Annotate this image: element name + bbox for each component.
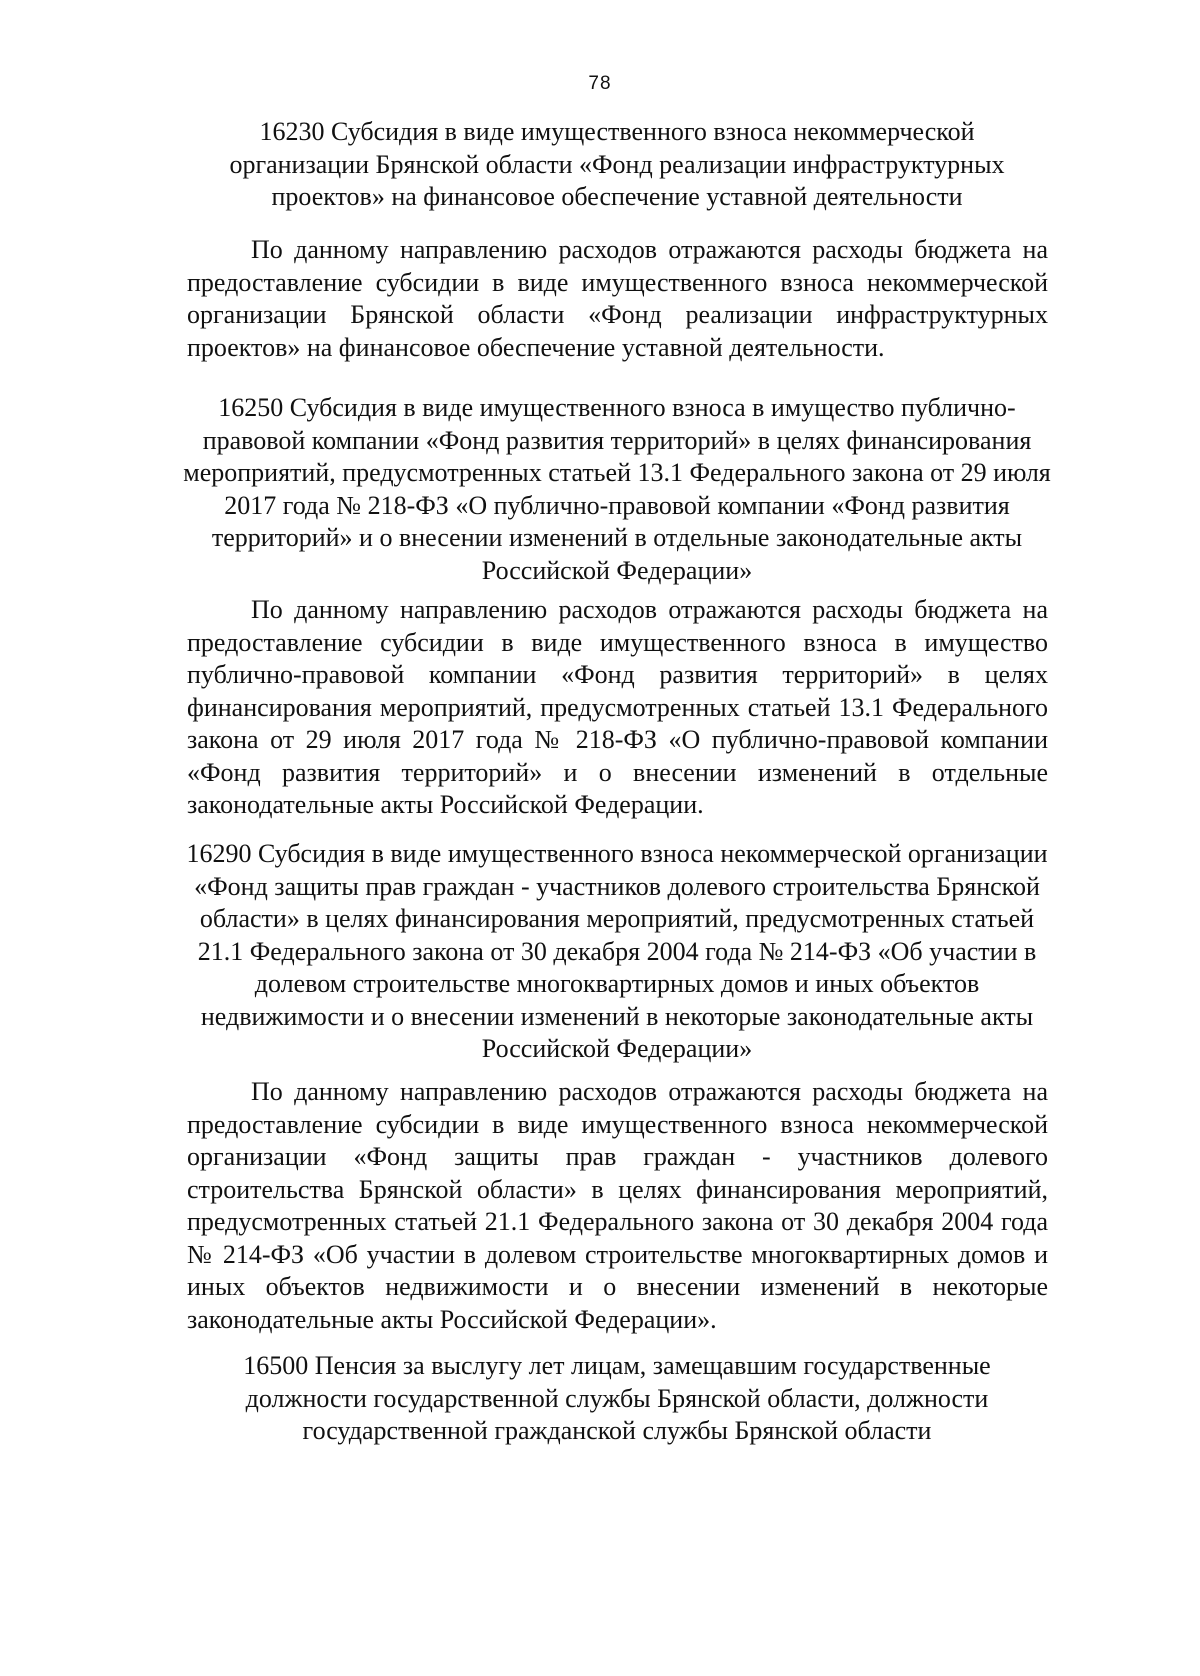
section-text-16250: По данному направлению расходов отражаются расходы бюджета на предоставление субсидии в виде имущественного взноса в имущество публично-правовой компании «Фонд развития территорий» в целях финансирования мероприятий, предусмотренных статьей 13.1 Федерального закона от 29 июля 2017 года № 218-ФЗ «О публично-правовой компании «Фонд развития территорий» и о внесении изменений в отдельные законодательные акты Российской Федерации. bbox=[187, 595, 1048, 819]
section-text-16230: По данному направлению расходов отражаются расходы бюджета на предоставление субсидии в виде имущественного взноса некоммерческой организации Брянской области «Фонд реализации инфраструктурных проектов» на финансовое обеспечение уставной деятельности. bbox=[187, 235, 1048, 362]
section-heading-16290: 16290 Субсидия в виде имущественного взноса некоммерческой организации «Фонд защиты прав граждан - участников долевого строительства Брянской области» в целях финансирования мероприятий, предусмотренных статьей 21.1 Федерального закона от 30 декабря 2004 года № 214-ФЗ «Об участии в долевом строительстве многоквартирных домов и иных объектов недвижимости и о внесении изменений в некоторые законодательные акты Российской Федерации» bbox=[186, 839, 1048, 1063]
page-number: 78 bbox=[588, 73, 612, 94]
section-heading-16250: 16250 Субсидия в виде имущественного взноса в имущество публично-правовой компании «Фонд развития территорий» в целях финансирования мероприятий, предусмотренных статьей 13.1 Федерального закона от 29 июля 2017 года № 218-ФЗ «О публично-правовой компании «Фонд развития территорий» и о внесении изменений в отдельные законодательные акты Российской Федерации» bbox=[183, 393, 1051, 585]
section-heading-16230: 16230 Субсидия в виде имущественного взноса некоммерческой организации Брянской области «Фонд реализации инфраструктурных проектов» на финансовое обеспечение уставной деятельности bbox=[229, 117, 1005, 211]
section-text-16290: По данному направлению расходов отражаются расходы бюджета на предоставление субсидии в виде имущественного взноса некоммерческой организации «Фонд защиты прав граждан - участников долевого строительства Брянской области» в целях финансирования мероприятий, предусмотренных статьей 21.1 Федерального закона от 30 декабря 2004 года № 214-ФЗ «Об участии в долевом строительстве многоквартирных домов и иных объектов недвижимости и о внесении изменений в некоторые законодательные акты Российской Федерации». bbox=[187, 1077, 1048, 1334]
section-heading-16500: 16500 Пенсия за выслугу лет лицам, замещавшим государственные должности государственной службы Брянской области, должности государственной гражданской службы Брянской области bbox=[243, 1351, 991, 1445]
